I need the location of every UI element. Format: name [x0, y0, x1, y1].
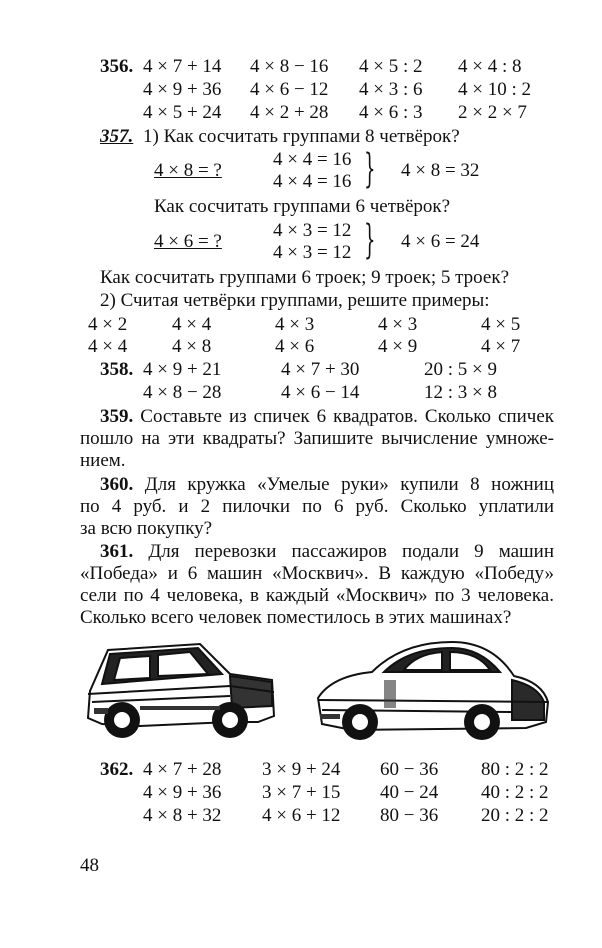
p357-g2-result: 4 × 6 = 24 [401, 231, 480, 252]
problem-360-number: 360. [100, 474, 134, 495]
p361-line-1 [80, 541, 554, 563]
p357-r2-c5: 4 × 7 [481, 336, 521, 357]
p356-r1-c2: 4 × 8 − 16 [250, 56, 329, 77]
p359-line-1 [80, 406, 554, 428]
p356-r3-c2: 4 × 2 + 28 [250, 102, 329, 123]
p358-r2-c1: 4 × 8 − 28 [143, 382, 222, 403]
problem-361-number: 361. [100, 541, 134, 562]
p356-r2-c3: 4 × 3 : 6 [359, 79, 423, 100]
p356-r3-c1: 4 × 5 + 24 [143, 102, 222, 123]
p357-g1-brace: } [364, 146, 376, 192]
pobeda-car-illustration [312, 636, 552, 744]
moskvich-car-illustration [80, 636, 280, 744]
p357-question-2: Как сосчитать группами 6 четвёрок? [154, 196, 451, 217]
p357-r1-c3: 4 × 3 [275, 314, 315, 335]
p357-g2-line-a: 4 × 3 = 12 [273, 220, 352, 241]
p362-r3-c4: 20 : 2 : 2 [481, 805, 549, 826]
p361-line-4: Сколько всего человек поместилось в этих машинах? [80, 607, 512, 628]
p357-g1-question: 4 × 8 = ? [154, 160, 222, 181]
p362-r3-c3: 80 − 36 [380, 805, 439, 826]
p357-r2-c3: 4 × 6 [275, 336, 315, 357]
problem-360 [80, 474, 554, 540]
p357-question-3: Как сосчитать группами 6 троек; 9 троек; 5 троек? [100, 267, 510, 288]
p358-r1-c2: 4 × 7 + 30 [281, 359, 360, 380]
p359-line-2: пошло на эти квадраты? Запишите вычисление умноже- [80, 428, 554, 449]
p359-line-1-text: Составьте из спичек 6 квадратов. Сколько спичек [140, 406, 555, 427]
p362-r2-c4: 40 : 2 : 2 [481, 782, 549, 803]
problem-358-number: 358. [100, 359, 134, 380]
p357-g1-line-b: 4 × 4 = 16 [273, 171, 352, 192]
p356-r3-c3: 4 × 6 : 3 [359, 102, 423, 123]
p360-line-2: по 4 руб. и 2 пилочки по 6 руб. Сколько уплатили [80, 496, 554, 517]
p357-g1-line-a: 4 × 4 = 16 [273, 149, 352, 170]
p357-r2-c4: 4 × 9 [378, 336, 418, 357]
p362-r3-c1: 4 × 8 + 32 [143, 805, 222, 826]
p356-r2-c2: 4 × 6 − 12 [250, 79, 329, 100]
p357-r2-c1: 4 × 4 [88, 336, 128, 357]
p356-r1-c3: 4 × 5 : 2 [359, 56, 423, 77]
p360-line-3: за всю покупку? [80, 518, 213, 539]
p358-r1-c3: 20 : 5 × 9 [424, 359, 497, 380]
p360-line-1 [80, 474, 554, 496]
p358-r2-c2: 4 × 6 − 14 [281, 382, 360, 403]
p362-r1-c4: 80 : 2 : 2 [481, 759, 549, 780]
p357-question-4: 2) Считая четвёрки группами, решите примеры: [100, 290, 490, 311]
p356-r1-c4: 4 × 4 : 8 [458, 56, 522, 77]
p356-r3-c4: 2 × 2 × 7 [458, 102, 527, 123]
problem-359 [80, 406, 554, 472]
p361-line-1-text: Для перевозки пассажиров подали 9 машин [148, 541, 554, 562]
p359-line-3: нием. [80, 450, 126, 471]
p356-r1-c1: 4 × 7 + 14 [143, 56, 222, 77]
p362-r2-c1: 4 × 9 + 36 [143, 782, 222, 803]
problem-357-number: 357. [100, 126, 134, 147]
p362-r2-c2: 3 × 7 + 15 [262, 782, 341, 803]
p357-r1-c2: 4 × 4 [172, 314, 212, 335]
problem-362-number: 362. [100, 759, 134, 780]
page-number: 48 [80, 855, 99, 876]
p362-r2-c3: 40 − 24 [380, 782, 439, 803]
p362-r3-c2: 4 × 6 + 12 [262, 805, 341, 826]
p360-line-1-text: Для кружка «Умелые руки» купили 8 ножниц [144, 474, 554, 495]
p357-r1-c4: 4 × 3 [378, 314, 418, 335]
p357-g2-line-b: 4 × 3 = 12 [273, 242, 352, 263]
p362-r1-c1: 4 × 7 + 28 [143, 759, 222, 780]
p357-r2-c2: 4 × 8 [172, 336, 212, 357]
p362-r1-c3: 60 − 36 [380, 759, 439, 780]
problem-359-number: 359. [100, 406, 134, 427]
p357-r1-c5: 4 × 5 [481, 314, 521, 335]
p356-r2-c4: 4 × 10 : 2 [458, 79, 531, 100]
p357-question-1: 1) Как сосчитать группами 8 четвёрок? [143, 126, 460, 147]
p361-line-3: сели по 4 человека, в каждый «Москвич» по 3 человека. [80, 585, 554, 606]
p357-g1-result: 4 × 8 = 32 [401, 160, 480, 181]
p357-g2-brace: } [364, 217, 376, 263]
p358-r2-c3: 12 : 3 × 8 [424, 382, 497, 403]
problem-356-number: 356. [100, 56, 134, 77]
p357-r1-c1: 4 × 2 [88, 314, 128, 335]
problem-361 [80, 541, 554, 629]
p362-r1-c2: 3 × 9 + 24 [262, 759, 341, 780]
p358-r1-c1: 4 × 9 + 21 [143, 359, 222, 380]
p357-g2-question: 4 × 6 = ? [154, 231, 222, 252]
p356-r2-c1: 4 × 9 + 36 [143, 79, 222, 100]
p361-line-2: «Победа» и 6 машин «Москвич». В каждую «Победу» [80, 563, 554, 584]
